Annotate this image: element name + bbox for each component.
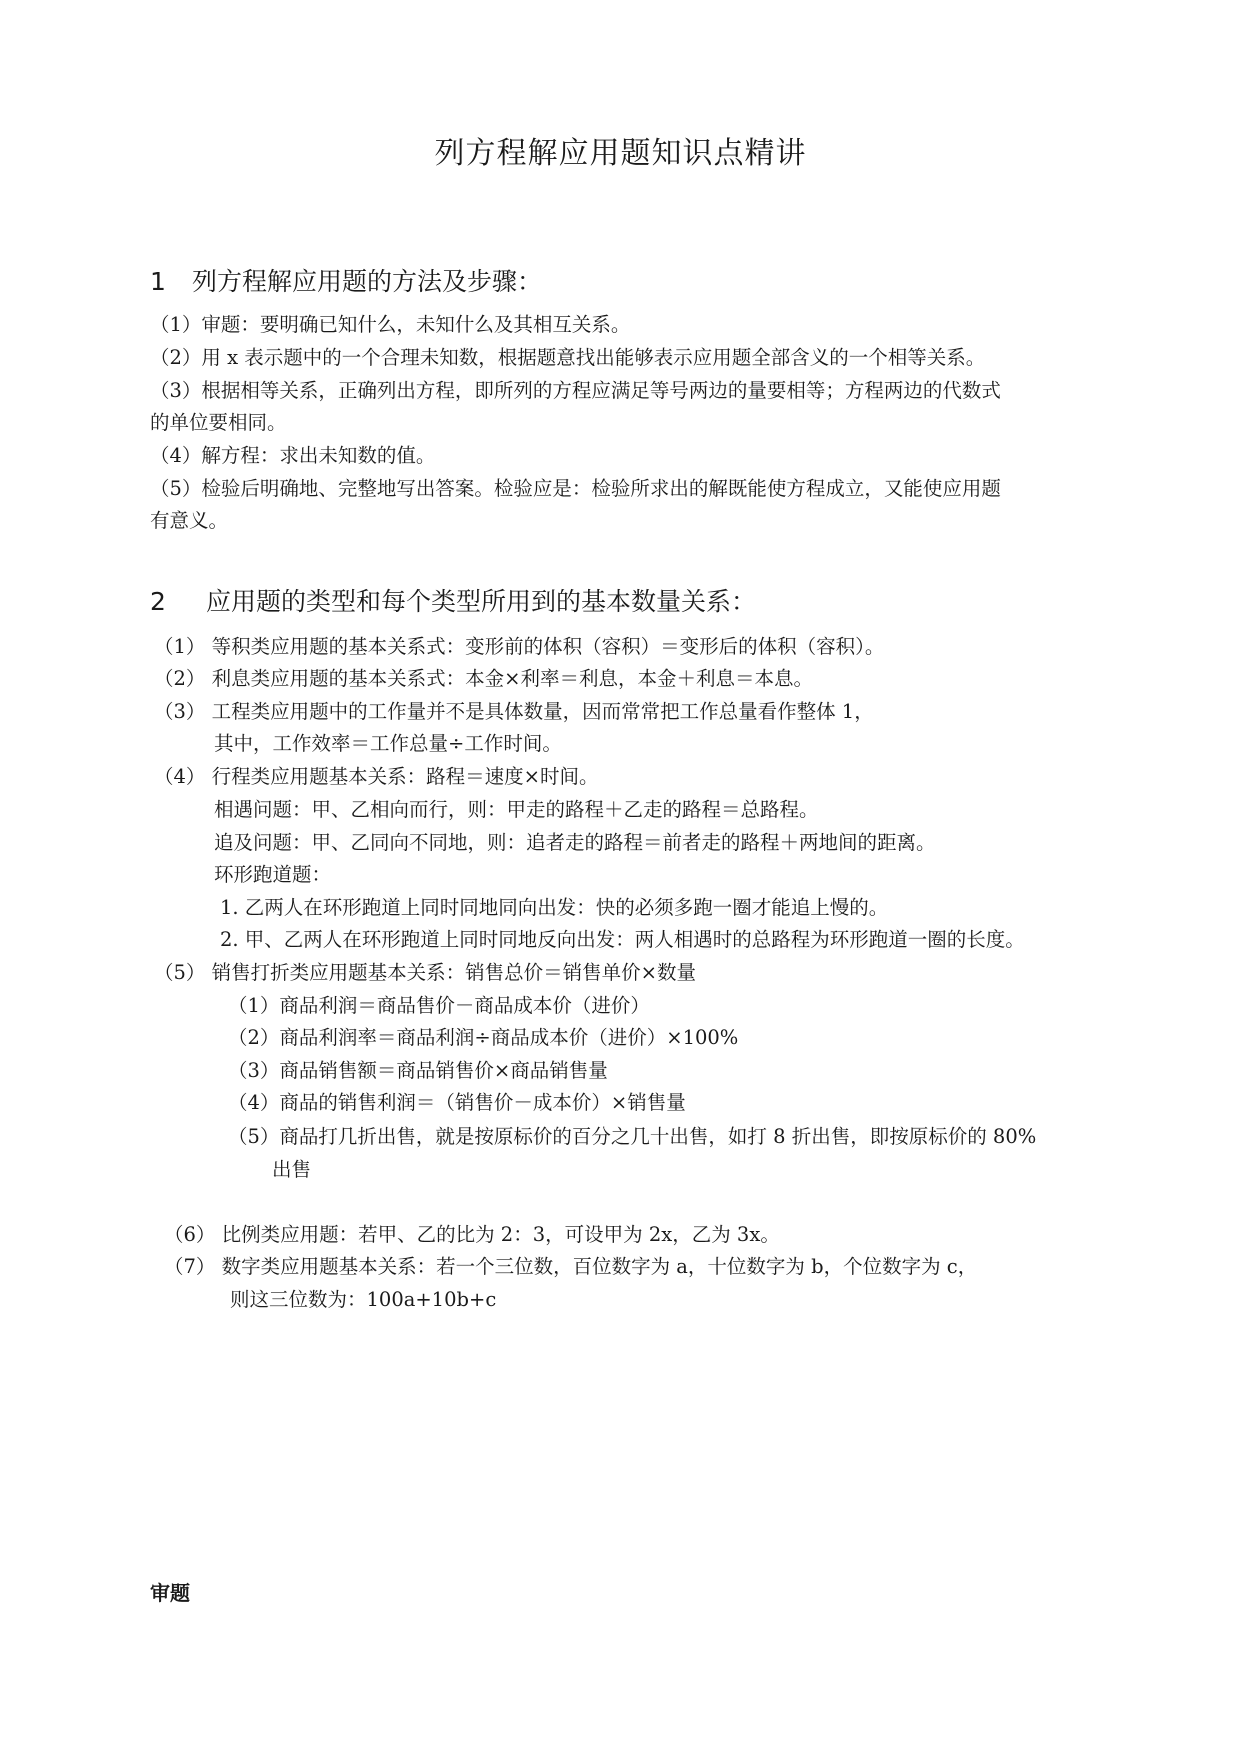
section-1-line: 的单位要相同。 [150,411,287,434]
section-2-line: 追及问题：甲、乙同向不同地，则：追者走的路程＝前者走的路程＋两地间的距离。 [214,831,936,854]
section-2-line: 其中，工作效率＝工作总量÷工作时间。 [214,732,562,755]
section-2-line: 环形跑道题： [214,863,332,886]
page-title: 列方程解应用题知识点精讲 [434,136,807,171]
section-1-line: （5）检验后明确地、完整地写出答案。检验应是：检验所求出的解既能使方程成立，又能使应用题 [150,477,1001,500]
section-2-line: （4） 行程类应用题基本关系：路程＝速度×时间。 [154,765,599,788]
section-2-line: （7） 数字类应用题基本关系：若一个三位数，百位数字为 a，十位数字为 b，个位数字为 c， [164,1255,978,1278]
section-2-line: 出售 [272,1158,312,1181]
section-2-line: （5）商品打几折出售，就是按原标价的百分之几十出售，如打 8 折出售，即按原标价的 80% [228,1125,1037,1148]
section-1-line: 有意义。 [150,509,229,532]
section-1-line: （3）根据相等关系，正确列出方程，即所列的方程应满足等号两边的量要相等；方程两边的代数式 [150,379,1001,402]
section-1-line: （4）解方程：求出未知数的值。 [150,444,436,467]
footer-label: 审题 [150,1581,190,1605]
section-2-line: （6） 比例类应用题：若甲、乙的比为 2：3，可设甲为 2x，乙为 3x。 [164,1223,780,1246]
section-1-heading [150,262,542,298]
section-2-line: （4）商品的销售利润＝（销售价－成本价）×销售量 [228,1091,686,1114]
section-2-line: （1） 等积类应用题的基本关系式：变形前的体积（容积）＝变形后的体积（容积）。 [154,635,885,658]
section-2-line: 相遇问题：甲、乙相向而行，则：甲走的路程＋乙走的路程＝总路程。 [214,798,819,821]
section-2-line: （1）商品利润＝商品售价－商品成本价（进价） [228,994,650,1017]
section-1-line: （2）用 x 表示题中的一个合理未知数，根据题意找出能够表示应用题全部含义的一个相等关系。 [150,346,986,369]
section-2-title: 应用题的类型和每个类型所用到的基本数量关系： [206,587,757,616]
section-2-line: 1. 乙两人在环形跑道上同时同地同向出发：快的必须多跑一圈才能追上慢的。 [220,896,889,919]
section-2-line: （3）商品销售额＝商品销售价×商品销售量 [228,1059,608,1082]
section-2-number: 2 [150,587,166,616]
section-2-line: （3） 工程类应用题中的工作量并不是具体数量，因而常常把工作总量看作整体 1， [154,700,874,723]
section-1-line: （1）审题：要明确已知什么，未知什么及其相互关系。 [150,313,631,336]
section-1-number: 1 [150,267,166,296]
section-2-line: （2） 利息类应用题的基本关系式：本金×利率＝利息，本金＋利息＝本息。 [154,667,813,690]
section-2-line: 2. 甲、乙两人在环形跑道上同时同地反向出发：两人相遇时的总路程为环形跑道一圈的长度。 [220,928,1025,951]
section-2-line: （5） 销售打折类应用题基本关系：销售总价＝销售单价×数量 [154,961,696,984]
section-2-heading [150,582,756,618]
section-2-line: 则这三位数为：100a+10b+c [230,1288,497,1311]
section-1-title: 列方程解应用题的方法及步骤： [192,267,543,296]
section-2-line: （2）商品利润率＝商品利润÷商品成本价（进价）×100% [228,1026,739,1049]
